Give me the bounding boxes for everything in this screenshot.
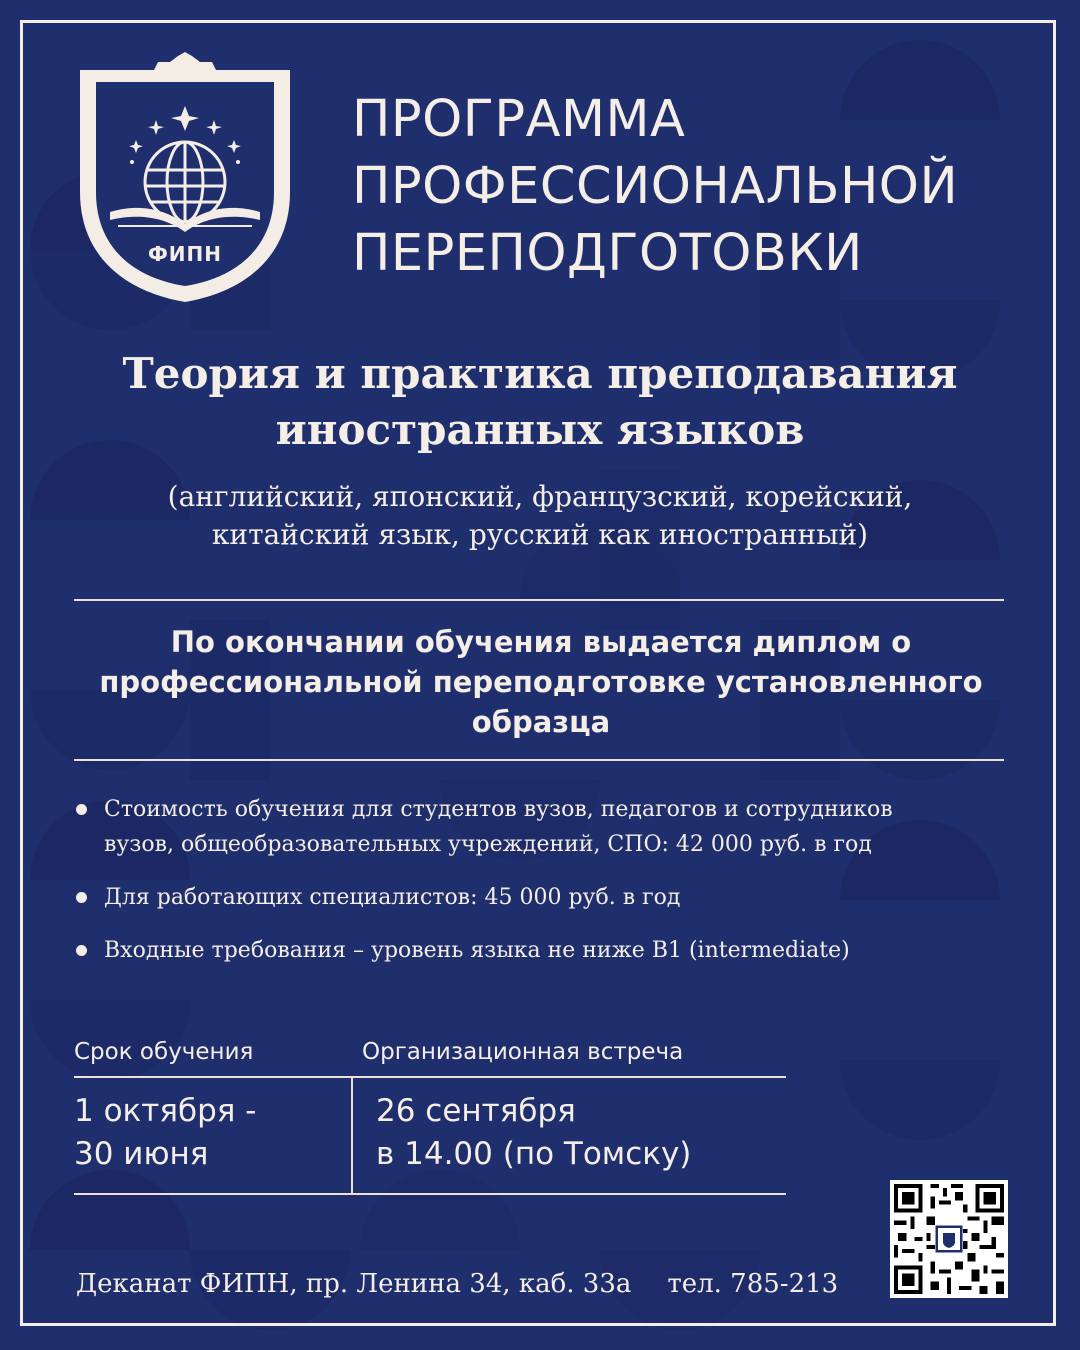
diploma-line: По окончании обучения выдается диплом о (170, 625, 912, 659)
meeting-line: 26 сентября (376, 1093, 576, 1129)
program-name (60, 346, 1020, 458)
bullet-line: Входные требования – уровень языка не ниже B1 (intermediate) (104, 938, 850, 963)
title-line: ПРОГРАММА (352, 90, 686, 149)
duration-value (74, 1090, 256, 1176)
phone-text: тел. 785-213 (667, 1269, 839, 1299)
faculty-logo (74, 52, 296, 304)
bullet-line: вузов, общеобразовательных учреждений, СПО: 42 000 руб. в год (104, 832, 872, 857)
globe-book-shield-icon (74, 52, 296, 304)
languages-line: (английский, японский, французский, корейский, (167, 480, 913, 513)
title-line: ПРОФЕССИОНАЛЬНОЙ (352, 157, 959, 216)
bullet-dot-icon (76, 804, 87, 815)
info-bullets (76, 792, 976, 986)
languages-list (60, 478, 1020, 554)
qr-code-icon[interactable] (890, 1180, 1008, 1298)
bullet-line: Для работающих специалистов: 45 000 руб. в год (104, 885, 681, 910)
contact-footer (76, 1264, 838, 1304)
languages-line: китайский язык, русский как иностранный) (211, 518, 869, 551)
duration-line: 30 июня (74, 1136, 209, 1172)
program-title (352, 86, 1052, 287)
duration-label: Срок обучения (74, 1039, 254, 1065)
meeting-line: в 14.00 (по Томску) (376, 1136, 692, 1172)
meeting-label: Организационная встреча (362, 1039, 684, 1065)
qr-code-graphic (890, 1180, 1008, 1298)
program-name-line: иностранных языков (275, 405, 805, 454)
bullet-dot-icon (76, 945, 87, 956)
diploma-line: образца (471, 705, 611, 739)
duration-line: 1 октября - (74, 1093, 257, 1129)
logo-text: ФИПН (147, 242, 223, 266)
diploma-note (74, 622, 1008, 742)
table-column-divider (351, 1078, 353, 1194)
bullet-item-cost-specialists (76, 880, 976, 915)
bullet-dot-icon (76, 892, 87, 903)
meeting-value (376, 1090, 691, 1176)
divider (74, 759, 1004, 761)
divider (74, 599, 1004, 601)
table-top-line (74, 1076, 786, 1078)
bullet-item-cost-students (76, 792, 976, 862)
bullet-item-requirements (76, 933, 976, 968)
title-line: ПЕРЕПОДГОТОВКИ (352, 224, 863, 283)
bullet-line: Стоимость обучения для студентов вузов, педагогов и сотрудников (104, 797, 893, 822)
program-name-line: Теория и практика преподавания (122, 349, 958, 398)
address-text: Деканат ФИПН, пр. Ленина 34, каб. 33а (76, 1269, 632, 1299)
schedule-table (74, 1032, 786, 1196)
diploma-line: профессиональной переподготовке установленного (99, 665, 983, 699)
table-bottom-line (74, 1193, 786, 1195)
